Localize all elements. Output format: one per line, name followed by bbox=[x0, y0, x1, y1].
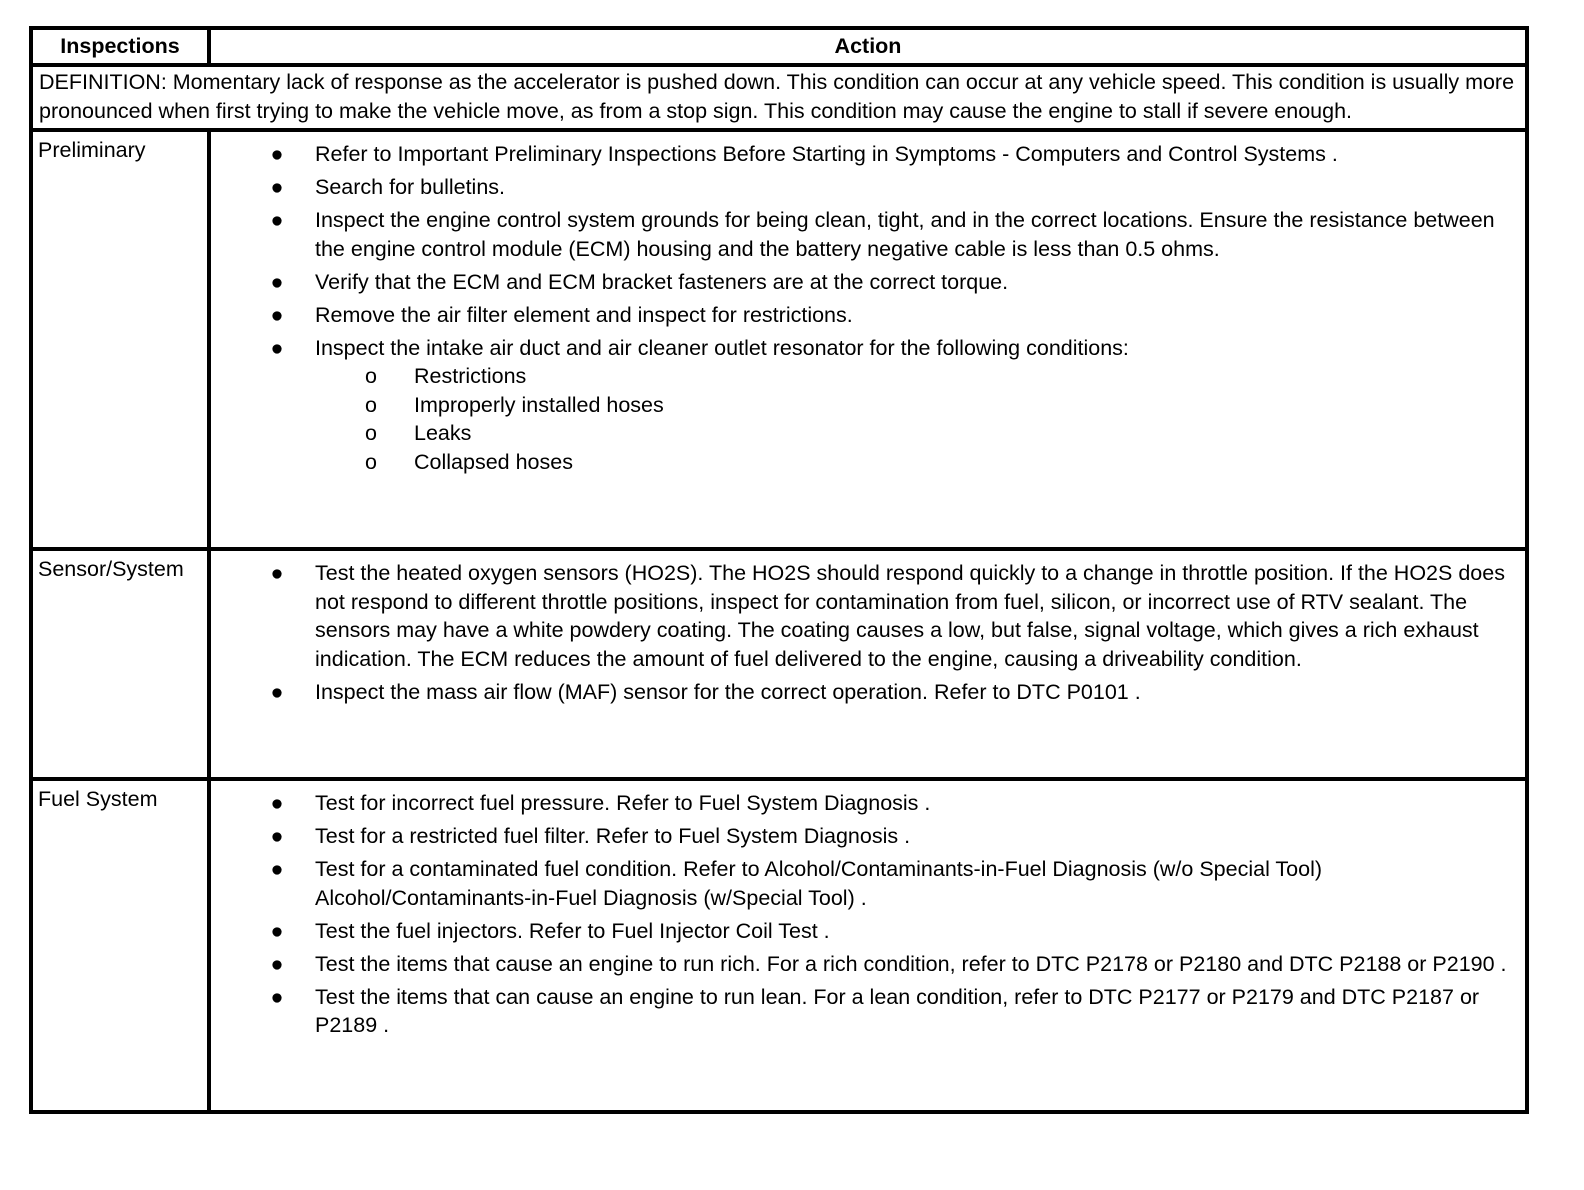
action-text: Search for bulletins. bbox=[315, 175, 506, 199]
header-row bbox=[31, 28, 1527, 65]
bullet-icon: ● bbox=[270, 561, 284, 585]
sub-item bbox=[315, 448, 1517, 477]
bullet-icon: ● bbox=[270, 175, 284, 199]
action-list bbox=[211, 789, 1517, 1040]
action-text: Inspect the intake air duct and air cleaner outlet resonator for the following conditions: bbox=[315, 335, 1129, 360]
action-text: Verify that the ECM and ECM bracket fasteners are at the correct torque. bbox=[315, 269, 1009, 294]
sub-item-text: Leaks bbox=[414, 421, 472, 445]
action-text: Test for a contaminated fuel condition. Refer to Alcohol/Contaminants-in-Fuel Diagnosis (w/o Special Tool) Alcohol/Contaminants-in-Fuel Diagnosis (w/Special Tool) . bbox=[315, 857, 1323, 910]
sub-list bbox=[315, 362, 1517, 476]
inspection-label: Preliminary bbox=[31, 130, 209, 549]
action-item bbox=[211, 678, 1517, 707]
inspection-label: Sensor/System bbox=[31, 549, 209, 779]
bullet-icon: ● bbox=[270, 857, 284, 881]
bullet-icon: ● bbox=[270, 791, 284, 815]
bullet-icon: ● bbox=[270, 302, 284, 327]
action-text: Test for a restricted fuel filter. Refer to Fuel System Diagnosis . bbox=[315, 824, 911, 848]
action-list bbox=[211, 559, 1517, 706]
table-row-preliminary bbox=[31, 130, 1527, 549]
sub-bullet-icon: o bbox=[365, 364, 377, 388]
action-text: Test for incorrect fuel pressure. Refer to Fuel System Diagnosis . bbox=[315, 791, 931, 815]
header-inspections: Inspections bbox=[31, 28, 209, 65]
action-text: Test the heated oxygen sensors (HO2S). The HO2S should respond quickly to a change in throttle position. If the HO2S does not respond to different throttle positions, inspect for contamination from fuel, silicon, or incorrect use of RTV sealant. The sensors may have a white powdery coating. The coating causes a low, but false, signal voltage, which gives a rich exhaust indication. The ECM reduces the amount of fuel delivered to the engine, causing a driveability condition. bbox=[315, 561, 1505, 671]
action-cell bbox=[209, 779, 1527, 1112]
action-text: Remove the air filter element and inspect for restrictions. bbox=[315, 302, 853, 327]
bullet-icon: ● bbox=[270, 679, 284, 704]
action-text: Test the fuel injectors. Refer to Fuel Injector Coil Test . bbox=[315, 918, 830, 943]
bullet-icon: ● bbox=[270, 269, 284, 294]
sub-item bbox=[315, 362, 1517, 391]
sub-item bbox=[315, 419, 1517, 448]
table-row-fuel-system bbox=[31, 779, 1527, 1112]
inspection-table bbox=[29, 26, 1529, 1114]
sub-bullet-icon: o bbox=[365, 449, 377, 474]
action-item bbox=[211, 855, 1517, 912]
action-text: Refer to Important Preliminary Inspections Before Starting in Symptoms - Computers and Control Systems . bbox=[315, 142, 1338, 166]
action-item bbox=[211, 983, 1517, 1040]
definition-row bbox=[31, 65, 1527, 130]
action-text: Inspect the mass air flow (MAF) sensor for the correct operation. Refer to DTC P0101 . bbox=[315, 679, 1141, 704]
definition-text: DEFINITION: Momentary lack of response as the accelerator is pushed down. This condition can occur at any vehicle speed. This condition is usually more pronounced when first trying to make the vehicle move, as from a stop sign. This condition may cause the engine to stall if severe enough. bbox=[31, 65, 1527, 130]
sub-item bbox=[315, 391, 1517, 420]
action-item bbox=[211, 140, 1517, 169]
sub-bullet-icon: o bbox=[365, 421, 377, 445]
action-item bbox=[211, 950, 1517, 979]
bullet-icon: ● bbox=[270, 208, 284, 232]
action-item bbox=[211, 206, 1517, 263]
bullet-icon: ● bbox=[270, 984, 284, 1009]
action-item bbox=[211, 173, 1517, 202]
action-item bbox=[211, 822, 1517, 851]
action-text: Test the items that cause an engine to run rich. For a rich condition, refer to DTC P2178 or P2180 and DTC P2188 or P2190 . bbox=[315, 951, 1507, 976]
sub-item-text: Improperly installed hoses bbox=[414, 392, 664, 417]
table-row-sensor-system bbox=[31, 549, 1527, 779]
bullet-icon: ● bbox=[270, 918, 284, 943]
inspection-label: Fuel System bbox=[31, 779, 209, 1112]
action-text: Test the items that can cause an engine to run lean. For a lean condition, refer to DTC P2177 or P2179 and DTC P2187 or P2189 . bbox=[315, 984, 1480, 1037]
action-item bbox=[211, 789, 1517, 818]
action-text: Inspect the engine control system grounds for being clean, tight, and in the correct locations. Ensure the resistance between the engine control module (ECM) housing and the battery negative cable is less than 0.5 ohms. bbox=[315, 208, 1495, 261]
sub-item-text: Collapsed hoses bbox=[414, 449, 573, 474]
bullet-icon: ● bbox=[270, 142, 284, 166]
bullet-icon: ● bbox=[270, 335, 284, 360]
action-cell bbox=[209, 130, 1527, 549]
action-item bbox=[211, 334, 1517, 477]
action-cell bbox=[209, 549, 1527, 779]
bullet-icon: ● bbox=[270, 951, 284, 976]
action-item bbox=[211, 559, 1517, 673]
action-item bbox=[211, 301, 1517, 330]
header-action: Action bbox=[209, 28, 1527, 65]
action-list bbox=[211, 140, 1517, 476]
sub-item-text: Restrictions bbox=[414, 364, 527, 388]
action-item bbox=[211, 917, 1517, 946]
action-item bbox=[211, 268, 1517, 297]
bullet-icon: ● bbox=[270, 824, 284, 848]
sub-bullet-icon: o bbox=[365, 392, 377, 417]
